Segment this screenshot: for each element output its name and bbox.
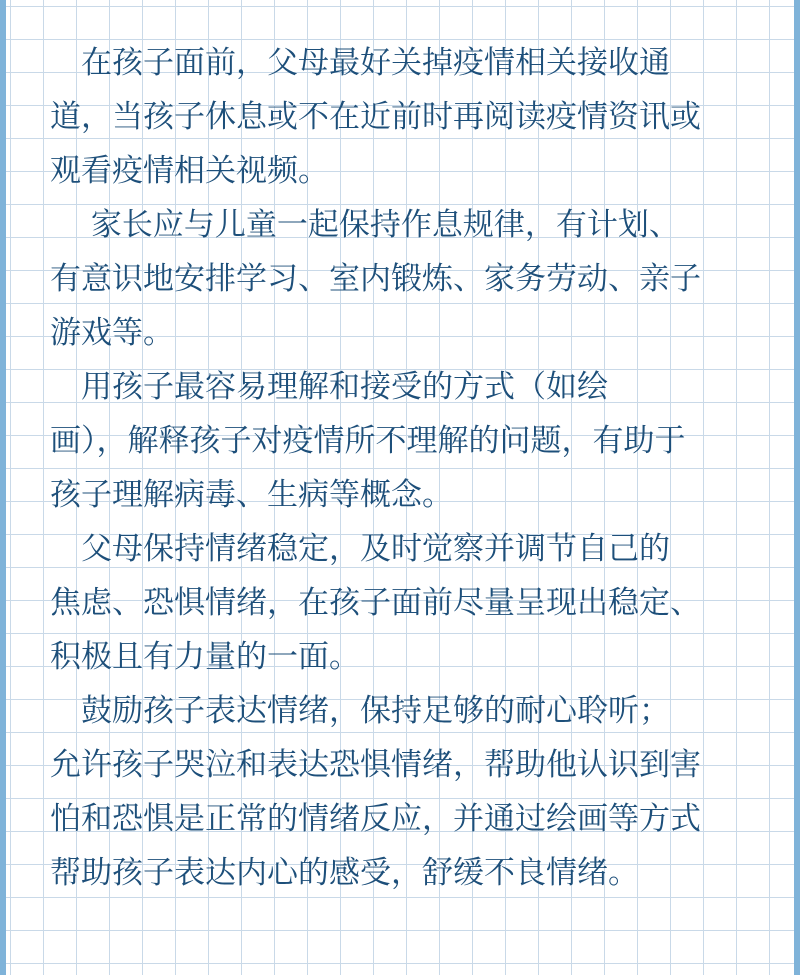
paragraph-line: 在孩子面前，父母最好关掉疫情相关接收通 <box>50 45 670 81</box>
paragraph-5 <box>50 684 772 900</box>
advice-text-block <box>50 36 772 900</box>
paragraph-line: 鼓励孩子表达情绪，保持足够的耐心聆听； <box>50 693 670 729</box>
paragraph-1 <box>50 36 772 198</box>
paragraph-line: 家长应与儿童一起保持作息规律，有计划、 <box>50 207 680 243</box>
paragraph-line: 画），解释孩子对疫情所不理解的问题，有助于 <box>50 423 686 459</box>
paragraph-4 <box>50 522 772 684</box>
paragraph-line: 孩子理解病毒、生病等概念。 <box>50 477 453 513</box>
paragraph-line: 有意识地安排学习、室内锻炼、家务劳动、亲子 <box>50 261 701 297</box>
paragraph-line: 用孩子最容易理解和接受的方式（如绘 <box>50 369 608 405</box>
paragraph-line: 焦虑、恐惧情绪，在孩子面前尽量呈现出稳定、 <box>50 585 701 621</box>
right-border <box>794 0 800 975</box>
paragraph-line: 游戏等。 <box>50 315 174 351</box>
left-border <box>0 0 6 975</box>
paragraph-line: 怕和恐惧是正常的情绪反应，并通过绘画等方式 <box>50 801 701 837</box>
paragraph-line: 父母保持情绪稳定，及时觉察并调节自己的 <box>50 531 670 567</box>
paragraph-line: 道，当孩子休息或不在近前时再阅读疫情资讯或 <box>50 99 701 135</box>
paragraph-line: 积极且有力量的一面。 <box>50 639 360 675</box>
paragraph-3 <box>50 360 772 522</box>
paragraph-2 <box>50 198 772 360</box>
paragraph-line: 允许孩子哭泣和表达恐惧情绪，帮助他认识到害 <box>50 747 701 783</box>
paragraph-line: 观看疫情相关视频。 <box>50 153 329 189</box>
paragraph-line: 帮助孩子表达内心的感受，舒缓不良情绪。 <box>50 855 639 891</box>
